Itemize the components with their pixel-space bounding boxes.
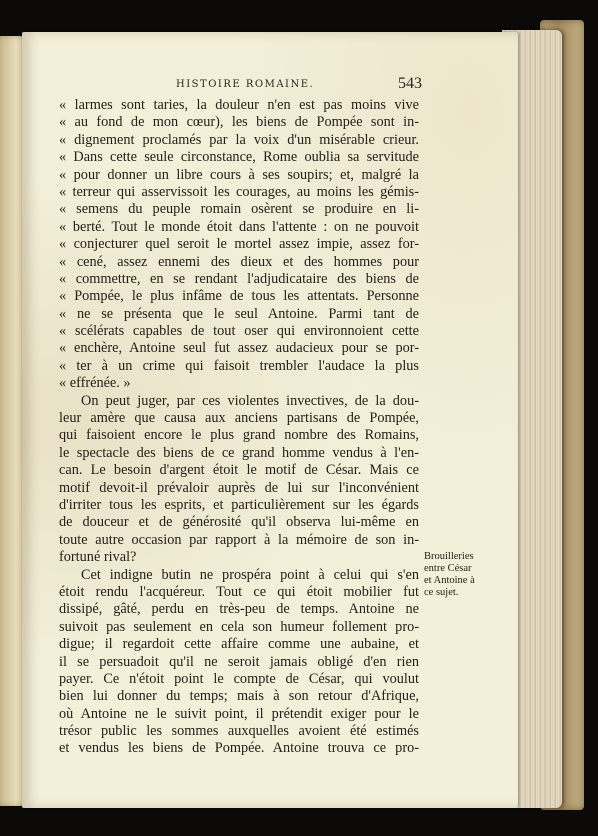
text-line: leur amère que causa aux anciens partisans de Pompée, — [59, 410, 419, 427]
text-line: de douceur et de générosité qu'il observa lui-même en — [59, 514, 419, 531]
text-line: trésor public les sommes auxquelles avoient été estimés — [59, 723, 419, 740]
margin-note-line: ce sujet. — [424, 587, 459, 598]
text-line: toute autre occasion par rapport à la mémoire de son in- — [59, 531, 419, 548]
text-line: « dignement proclamés par la voix d'un misérable crieur. — [59, 131, 419, 148]
text-line: « commettre, en se rendant l'adjudicataire des biens de — [59, 270, 419, 287]
text-line: « pour donner un libre cours à ses soupirs; et, malgré la — [59, 166, 419, 183]
text-line: « effrénée. » — [59, 375, 131, 392]
text-line: « au fond de mon cœur), les biens de Pompée sont in- — [59, 114, 419, 131]
text-line: suivoit pas seulement en cela son humeur follement pro- — [59, 618, 419, 635]
text-line: digue; il regardoit cette affaire comme une aubaine, et — [59, 636, 419, 653]
margin-note-line: et Antoine à — [424, 575, 475, 586]
text-line: étoit rendu l'acquéreur. Tout ce qui étoit mobilier fut — [59, 583, 419, 600]
text-line: d'irriter tous les esprits, et particulièrement sur les égards — [59, 496, 419, 513]
text-line: « Dans cette seule circonstance, Rome oublia sa servitude — [59, 149, 419, 166]
text-line: bien lui donner du temps; mais à son retour d'Afrique, — [59, 688, 419, 705]
page-number: 543 — [398, 75, 422, 92]
margin-note — [424, 551, 506, 599]
text-line: payer. Ce n'étoit point le compte de César, qui voulut — [59, 670, 419, 687]
text-line: où Antoine ne le suivit point, il prétendit exiger pour le — [59, 705, 419, 722]
margin-note-line: entre César — [424, 563, 472, 574]
text-line: « cené, assez ennemi des dieux et des hommes pour — [59, 253, 419, 270]
text-line: « conjecturer quel seroit le mortel assez impie, assez for- — [59, 236, 419, 253]
body-text — [59, 97, 419, 758]
paragraph-start: On peut juger, par ces violentes invectives, de la dou- — [81, 392, 419, 409]
paragraph-start: Cet indigne butin ne prospéra point à celui qui s'en — [81, 566, 419, 583]
text-line: il se persuadoit qu'il ne seroit jamais obligé d'en rien — [59, 653, 419, 670]
text-line: et vendus les biens de Pompée. Antoine trouva ce pro- — [59, 740, 419, 757]
running-title: HISTOIRE ROMAINE. — [176, 79, 315, 90]
text-line: « larmes sont taries, la douleur n'en est pas moins vive — [59, 97, 419, 113]
text-line: dissipé, gâté, perdu en très-peu de temps. Antoine ne — [59, 601, 419, 618]
text-line: can. Le besoin d'argent étoit le motif de César. Mais ce — [59, 462, 419, 479]
text-line: « Pompée, le plus infâme de tous les attentats. Personne — [59, 288, 419, 305]
text-line: motif devoit-il prévaloir auprès de lui sur l'inconvénient — [59, 479, 419, 496]
margin-note-line: Brouilleries — [424, 551, 474, 562]
text-line: « ter à un crime qui faisoit trembler l'audace la plus — [59, 357, 419, 374]
text-line: fortuné rival? — [59, 549, 137, 566]
text-line: « enchère, Antoine seul fut assez audacieux pour se por- — [59, 340, 419, 357]
text-line: « berté. Tout le monde étoit dans l'attente : on ne pouvoit — [59, 218, 419, 235]
text-line: qui faisoient encore le plus grand nombre des Romains, — [59, 427, 419, 444]
text-line: « scélérats capables de tout oser qui environnoient cette — [59, 323, 419, 340]
text-line: « terreur qui asservissoit les courages, au moins les gémis- — [59, 183, 419, 200]
text-line: « semens du peuple romain osèrent se produire en li- — [59, 201, 419, 218]
text-line: « ne se présenta que le seul Antoine. Parmi tant de — [59, 305, 419, 322]
text-line: le spectacle des biens de ce grand homme vendus à l'en- — [59, 444, 419, 461]
